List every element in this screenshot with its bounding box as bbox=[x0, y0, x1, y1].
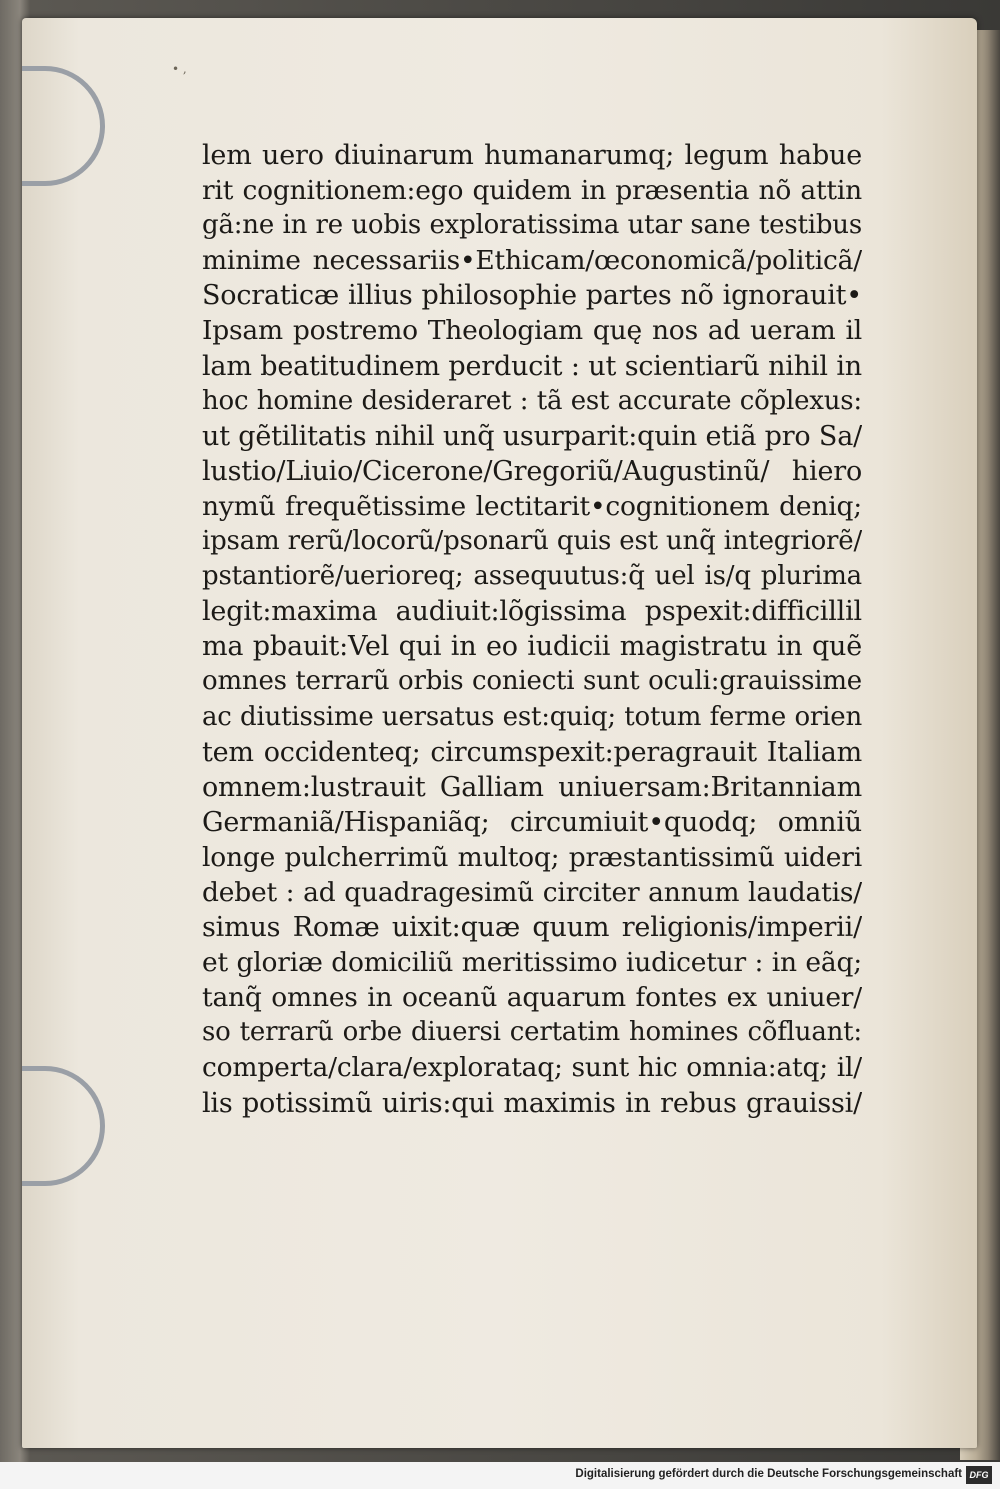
text-line: gã:ne in re uobis exploratissima utar sane testibus bbox=[202, 210, 862, 241]
text-line: so terrarũ orbe diuersi certatim homines cõfluant: bbox=[202, 1017, 862, 1048]
paper-clip-bottom bbox=[22, 1066, 105, 1186]
text-line: Socraticæ illius philosophie partes nõ ignorauit• bbox=[202, 280, 862, 312]
text-line: minime necessariis•Ethicam/œconomicã/politicã/ bbox=[202, 245, 862, 277]
page-text bbox=[202, 138, 862, 1121]
text-line: tem occidenteq; circumspexit:peragrauit Italiam bbox=[202, 736, 862, 768]
text-line: omnem:lustrauit Galliam uniuersam:Britanniam bbox=[202, 771, 862, 803]
text-line: lis potissimũ uiris:qui maximis in rebus grauissi/ bbox=[202, 1087, 862, 1119]
text-line: ma pbauit:Vel qui in eo iudicii magistratu in quẽ bbox=[202, 631, 862, 663]
text-line: Ipsam postremo Theologiam quę nos ad ueram il bbox=[202, 315, 862, 347]
text-line: simus Romæ uixit:quæ quum religionis/imperii/ bbox=[202, 912, 862, 944]
text-line: hoc homine desideraret : tã est accurate cõplexus: bbox=[202, 385, 862, 416]
text-line: Germaniã/Hispaniãq; circumiuit•quodq; omniũ bbox=[202, 806, 862, 838]
text-line: longe pulcherrimũ multoq; præstantissimũ uideri bbox=[202, 841, 862, 873]
text-line: lustio/Liuio/Cicerone/Gregoriũ/Augustinũ/ hiero bbox=[202, 455, 862, 487]
text-line: ac diutissime uersatus est:quiq; totum ferme orien bbox=[202, 701, 862, 732]
funding-credit: Digitalisierung gefördert durch die Deutsche Forschungsgemeinschaft bbox=[575, 1468, 962, 1480]
text-line: comperta/clara/explorataq; sunt hic omnia:atq; il/ bbox=[202, 1052, 862, 1084]
text-line: tanq̃ omnes in oceanũ aquarum fontes ex uniuer/ bbox=[202, 982, 862, 1014]
text-line: lam beatitudinem perducit : ut scientiarũ nihil in bbox=[202, 350, 862, 382]
text-line: ut gẽtilitatis nihil unq̃ usurparit:quin etiã pro Sa/ bbox=[202, 420, 862, 452]
corner-mark: • , bbox=[172, 62, 187, 76]
text-line: nymũ frequẽtissime lectitarit•cognitionem deniq; bbox=[202, 490, 862, 522]
text-line: pstantiorẽ/uerioreq; assequutus:q̃ uel is/q plurima bbox=[202, 561, 862, 592]
text-line: debet : ad quadragesimũ circiter annum laudatis/ bbox=[202, 876, 862, 908]
text-line: lem uero diuinarum humanarumq; legum habue bbox=[202, 140, 862, 171]
dfg-logo-icon: DFG bbox=[966, 1466, 992, 1484]
footer-bar bbox=[0, 1462, 1000, 1489]
text-line: legit:maxima audiuit:lõgissima pspexit:difficillil bbox=[202, 596, 862, 628]
text-line: et gloriæ domiciliũ meritissimo iudicetur : in eãq; bbox=[202, 947, 862, 979]
text-line: omnes terrarũ orbis coniecti sunt oculi:grauissime bbox=[202, 666, 862, 697]
paper-clip-top bbox=[22, 66, 105, 186]
text-line: rit cognitionem:ego quidem in præsentia nõ attin bbox=[202, 175, 862, 207]
text-line: ipsam rerũ/locorũ/psonarũ quis est unq̃ integriorẽ/ bbox=[202, 526, 862, 557]
